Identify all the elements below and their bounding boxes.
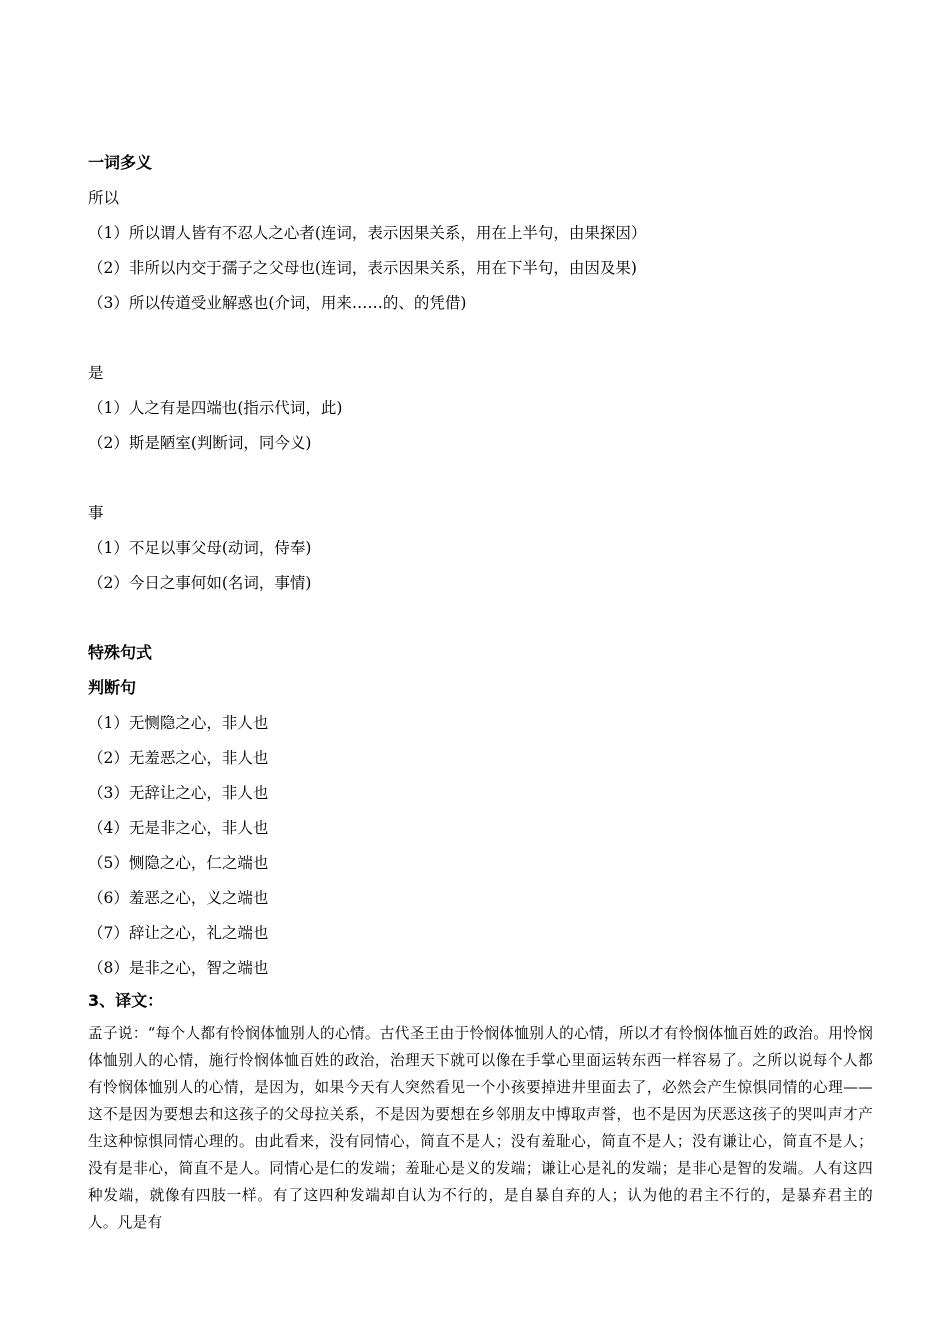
vocab-item: （1）不足以事父母(动词，侍奉) bbox=[88, 539, 312, 557]
syntax-item: （5）恻隐之心，仁之端也 bbox=[88, 854, 269, 872]
subheading-judgment: 判断句 bbox=[88, 678, 137, 697]
vocab-item: （2）非所以内交于孺子之父母也(连词，表示因果关系，用在下半句，由因及果) bbox=[88, 259, 637, 277]
syntax-item: （8）是非之心，智之端也 bbox=[88, 959, 269, 977]
syntax-item: （4）无是非之心，非人也 bbox=[88, 819, 269, 837]
vocab-item: （2）今日之事何如(名词，事情) bbox=[88, 574, 312, 592]
syntax-item: （2）无羞恶之心，非人也 bbox=[88, 749, 269, 767]
syntax-item: （6）羞恶之心，义之端也 bbox=[88, 889, 269, 907]
vocab-item: （3）所以传道受业解惑也(介词，用来……的、的凭借) bbox=[88, 294, 467, 312]
section-heading-translation: 3、译文： bbox=[88, 991, 164, 1010]
section-heading-syntax: 特殊句式 bbox=[88, 643, 153, 662]
syntax-item: （1）无恻隐之心，非人也 bbox=[88, 714, 269, 732]
vocab-item: （1）所以谓人皆有不忍人之心者(连词，表示因果关系，用在上半句，由果探因） bbox=[88, 224, 647, 242]
section-heading-polysemy: 一词多义 bbox=[88, 153, 153, 172]
syntax-item: （7）辞让之心，礼之端也 bbox=[88, 924, 269, 942]
syntax-item: （3）无辞让之心，非人也 bbox=[88, 784, 269, 802]
vocab-item: （1）人之有是四端也(指示代词，此) bbox=[88, 399, 343, 417]
vocab-word-shi: 是 bbox=[88, 364, 104, 382]
vocab-word-shi-matter: 事 bbox=[88, 504, 104, 522]
vocab-word-suoyi: 所以 bbox=[88, 189, 120, 207]
translation-paragraph: 孟子说：“每个人都有怜悯体恤别人的心情。古代圣王由于怜悯体恤别人的心情，所以才有怜悯体恤百姓的政治。用怜悯体恤别人的心情，施行怜悯体恤百姓的政治，治理天下就可以像在手掌心里面运转东西一样容易了。之所以说每个人都有怜悯体恤别人的心情，是因为，如果今天有人突然看见一个小孩要掉进井里面去了，必然会产生惊惧同情的心理——这不是因为要想去和这孩子的父母拉关系，不是因为要想在乡邻朋友中博取声誉，也不是因为厌恶这孩子的哭叫声才产生这种惊惧同情心理的。由此看来，没有同情心，简直不是人；没有羞耻心，简直不是人；没有谦让心，简直不是人；没有是非心，简直不是人。同情心是仁的发端；羞耻心是义的发端；谦让心是礼的发端；是非心是智的发端。人有这四种发端，就像有四肢一样。有了这四种发端却自认为不行的，是自暴自弃的人；认为他的君主不行的，是暴弃君主的人。凡是有 bbox=[88, 1025, 873, 1231]
vocab-item: （2）斯是陋室(判断词，同今义) bbox=[88, 434, 312, 452]
